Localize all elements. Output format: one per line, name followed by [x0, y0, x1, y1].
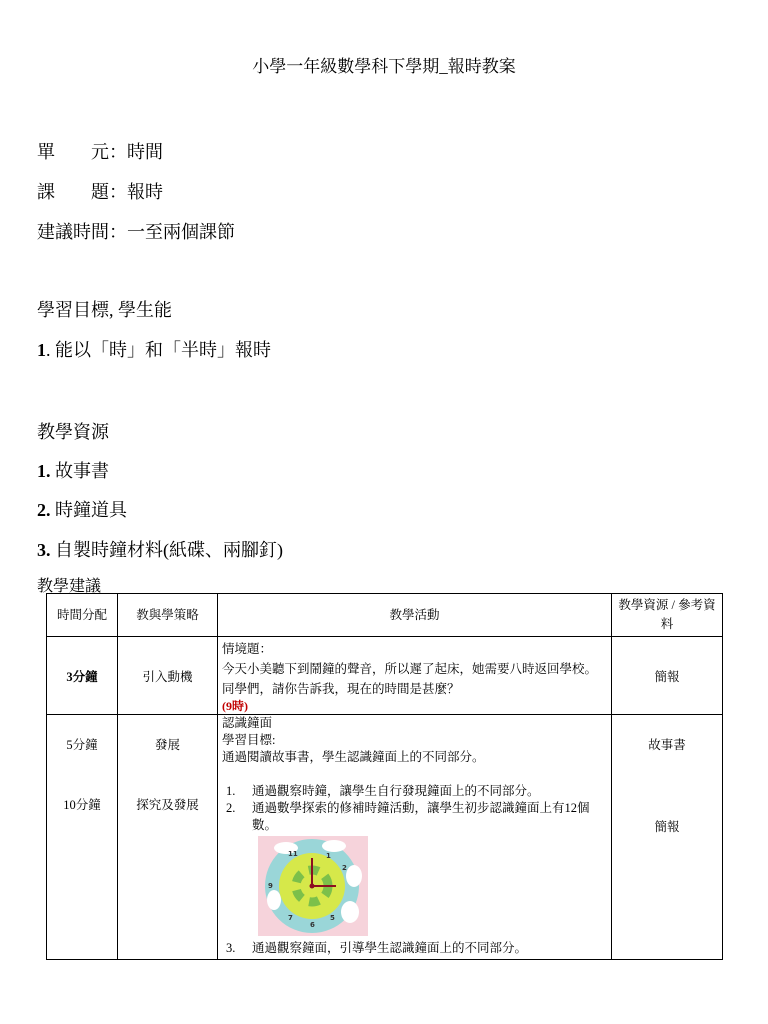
row2-resource [612, 715, 723, 960]
step-text: 通過數學探索的修補時鐘活動，讓學生初步認識鐘面上有12個數。 [252, 801, 590, 832]
unit-line [37, 138, 163, 164]
clock-number: 7 [288, 914, 293, 922]
header-resource: 教學資源 / 參考資料 [612, 594, 723, 637]
header-time: 時間分配 [47, 594, 118, 637]
unit-value: 時間 [127, 142, 163, 162]
teaching-suggestion-heading: 教學建議 [37, 578, 102, 595]
document-title: 小學一年級數學科下學期_報時教案 [252, 57, 516, 76]
step-item [222, 783, 607, 800]
resource-number: 3. [37, 540, 51, 560]
clock-number: 5 [330, 914, 335, 922]
suggested-time-line [37, 218, 235, 244]
clock-number: 1 [326, 852, 331, 860]
objective-number: 1 [37, 340, 46, 360]
topic-label: 課 題： [37, 182, 127, 202]
row2-strategy-a: 發展 [154, 738, 180, 752]
clock-image [258, 836, 368, 936]
clock-illustration [258, 836, 368, 936]
clock-number: 2 [342, 864, 347, 872]
clock-number: 9 [268, 882, 273, 890]
row1-answer: (9時) [222, 698, 248, 713]
header-strategy: 教與學策略 [118, 594, 218, 637]
table-row [47, 715, 723, 960]
row2-objective-text: 通過閱讀故事書，學生認識鐘面上的不同部分。 [222, 750, 485, 764]
row2-objective-label: 學習目標: [222, 733, 276, 747]
row1-activity [218, 637, 612, 715]
row2-strategy [118, 715, 218, 960]
time-value: 一至兩個課節 [127, 222, 235, 242]
topic-line [37, 178, 163, 204]
row2-resource-a: 故事書 [648, 738, 686, 752]
step-item [222, 940, 607, 957]
row2-time [47, 715, 118, 960]
row1-strategy: 引入動機 [118, 637, 218, 715]
resource-text: 故事書 [55, 461, 109, 481]
table-row [47, 637, 723, 715]
step-number: 2. [226, 801, 236, 815]
step-number: 1. [226, 784, 236, 798]
row2-resource-b: 簡報 [654, 820, 680, 834]
objectives-heading: 學習目標, 學生能 [37, 300, 172, 320]
row2-title: 認識鐘面 [222, 716, 273, 730]
row1-resource: 簡報 [612, 637, 723, 715]
table-header-row [47, 594, 723, 637]
row1-activity-title: 情境題： [222, 641, 273, 656]
row2-time-a: 5分鐘 [66, 738, 98, 752]
unit-label: 單 元： [37, 142, 127, 162]
row1-time: 3分鐘 [47, 637, 118, 715]
objective-text: . 能以「時」和「半時」報時 [46, 340, 271, 360]
resource-number: 2. [37, 500, 51, 520]
row2-time-b: 10分鐘 [63, 798, 101, 812]
row2-activity [218, 715, 612, 960]
step-item [222, 800, 607, 834]
row2-strategy-b: 探究及發展 [136, 798, 199, 812]
topic-value: 報時 [127, 182, 163, 202]
resource-item [37, 536, 283, 562]
step-number: 3. [226, 941, 236, 955]
time-label: 建議時間： [37, 222, 127, 242]
resource-number: 1. [37, 461, 51, 481]
step-text: 通過觀察鐘面，引導學生認識鐘面上的不同部分。 [252, 941, 528, 955]
objective-item [37, 336, 271, 362]
header-activity: 教學活動 [218, 594, 612, 637]
resource-item [37, 457, 109, 483]
row1-activity-text: 今天小美聽下到鬧鐘的聲音，所以遲了起床，她需要八時返回學校。同學們，請你告訴我，現在的時間是甚麼？ [222, 661, 598, 696]
resource-text: 自製時鐘材料(紙碟、兩腳釘) [55, 540, 283, 560]
clock-number: 6 [310, 921, 315, 929]
resource-text: 時鐘道具 [55, 500, 127, 520]
lesson-plan-table [46, 593, 723, 960]
resources-heading: 教學資源 [37, 422, 109, 442]
step-text: 通過觀察時鐘，讓學生自行發現鐘面上的不同部分。 [252, 784, 540, 798]
resource-item [37, 496, 127, 522]
clock-number: 11 [288, 850, 298, 858]
